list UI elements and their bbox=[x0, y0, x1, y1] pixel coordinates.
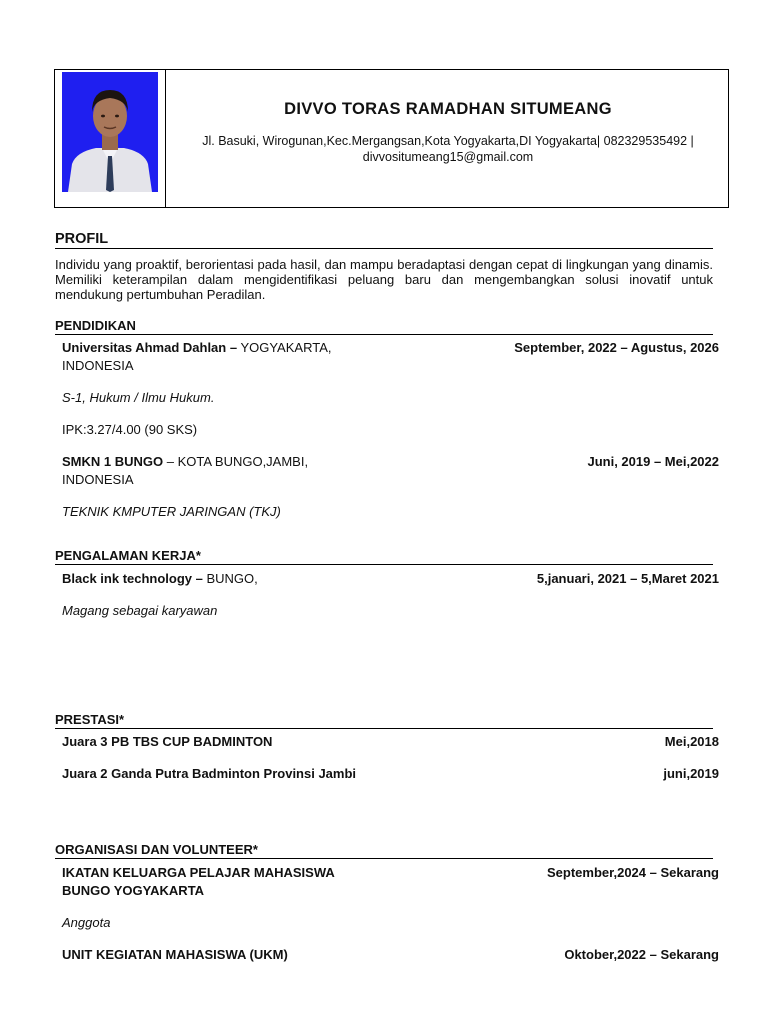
organization-role: Anggota bbox=[62, 915, 111, 930]
pendidikan-heading: PENDIDIKAN bbox=[55, 318, 713, 335]
email-line: divvositumeang15@gmail.com bbox=[362, 150, 534, 164]
achievement-date: juni,2019 bbox=[663, 766, 719, 781]
organisasi-heading: ORGANISASI DAN VOLUNTEER* bbox=[55, 842, 713, 859]
achievement-date: Mei,2018 bbox=[664, 734, 719, 749]
experience-entry-company bbox=[62, 570, 382, 588]
organization-name: UNIT KEGIATAN MAHASISWA (UKM) bbox=[62, 947, 288, 962]
header-box bbox=[54, 69, 729, 208]
profil-heading: PROFIL bbox=[55, 231, 713, 249]
education-degree: S-1, Hukum / Ilmu Hukum. bbox=[62, 390, 215, 405]
experience-date: 5,januari, 2021 – 5,Maret 2021 bbox=[536, 571, 719, 586]
organization-date: September,2024 – Sekarang bbox=[547, 865, 719, 880]
pengalaman-heading: PENGALAMAN KERJA* bbox=[55, 548, 713, 565]
contact-info bbox=[180, 133, 716, 165]
institution-location: – KOTA BUNGO,JAMBI, INDONESIA bbox=[62, 454, 309, 487]
institution-location: YOGYAKARTA, INDONESIA bbox=[62, 340, 332, 373]
profil-text: Individu yang proaktif, berorientasi pada hasil, dan mampu beradaptasi dengan cepat di lingkungan yang dinamis. Memiliki keterampilan dalam mengidentifikasi peluang baru dan mengembangkan solusi inovatif untuk mendukung pertumbuhan Peradilan. bbox=[55, 257, 713, 302]
achievement-name: Juara 3 PB TBS CUP BADMINTON bbox=[62, 734, 273, 749]
profile-photo bbox=[62, 72, 158, 192]
candidate-name: DIVVO TORAS RAMADHAN SITUMEANG bbox=[284, 100, 612, 118]
education-entry-institution bbox=[62, 453, 382, 489]
institution-name: SMKN 1 BUNGO bbox=[62, 454, 164, 469]
education-ipk: IPK:3.27/4.00 (90 SKS) bbox=[62, 422, 198, 437]
education-date: Juni, 2019 – Mei,2022 bbox=[587, 454, 719, 469]
company-name: Black ink technology – bbox=[62, 571, 203, 586]
photo-cell bbox=[55, 70, 166, 207]
organization-name: IKATAN KELUARGA PELAJAR MAHASISWA BUNGO YOGYAKARTA bbox=[62, 865, 335, 898]
prestasi-heading: PRESTASI* bbox=[55, 712, 713, 729]
education-entry-institution bbox=[62, 339, 382, 375]
organization-date: Oktober,2022 – Sekarang bbox=[564, 947, 719, 962]
education-degree: TEKNIK KMPUTER JARINGAN (TKJ) bbox=[62, 504, 281, 519]
institution-name: Universitas Ahmad Dahlan – bbox=[62, 340, 238, 355]
company-location: BUNGO, bbox=[202, 571, 258, 586]
person-illustration bbox=[62, 72, 158, 192]
achievement-name: Juara 2 Ganda Putra Badminton Provinsi Jambi bbox=[62, 766, 357, 781]
education-date: September, 2022 – Agustus, 2026 bbox=[514, 340, 719, 355]
experience-role: Magang sebagai karyawan bbox=[62, 603, 218, 618]
address-line: Jl. Basuki, Wirogunan,Kec.Mergangsan,Kota Yogyakarta,DI Yogyakarta| 082329535492 | bbox=[202, 134, 694, 148]
